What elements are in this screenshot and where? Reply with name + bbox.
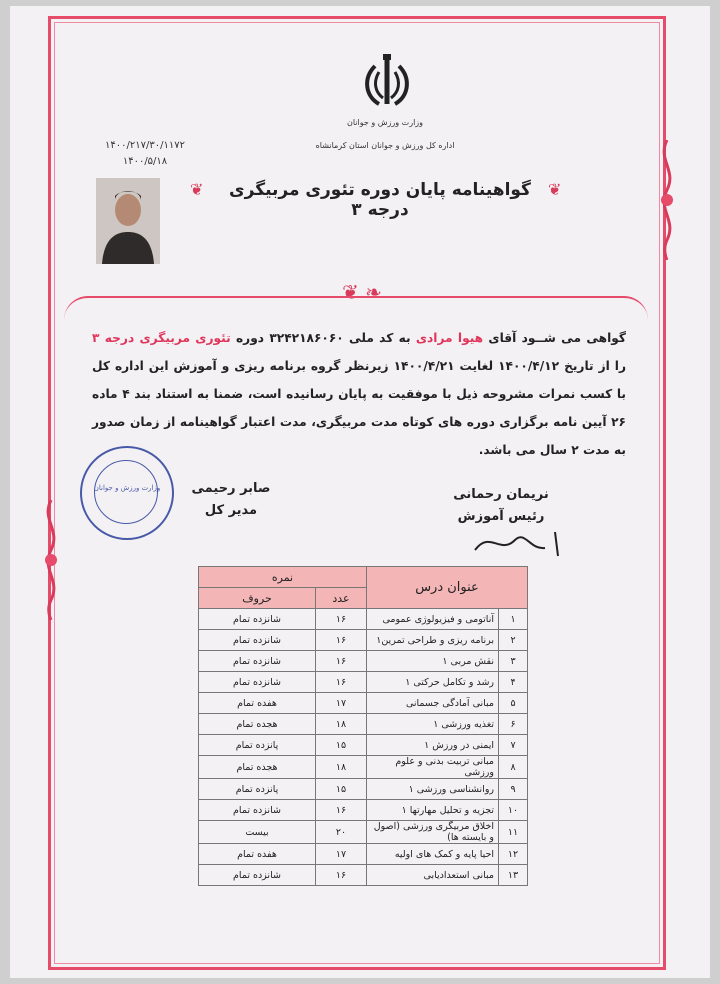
table-row bbox=[199, 672, 528, 693]
row-number: ۱۱ bbox=[499, 821, 528, 844]
score-letters-header: حروف bbox=[199, 588, 316, 609]
text-part-3: را از تاریخ ۱۴۰۰/۴/۱۲ لغایت ۱۴۰۰/۴/۲۱ زیرنظر گروه برنامه ریزی و آموزش این اداره کل با کسب نمرات مشروحه ذیل با موفقیت به پایان رسانیده است، ضمنا به استناد بند ۴ ماده ۲۶ آیین نامه برگزاری دوره های کوتاه مدت مربیگری، مدت اعتبار گواهینامه از زمان صدور به مدت ۲ سال می باشد. bbox=[92, 359, 626, 457]
certificate-title: گواهینامه پایان دوره تئوری مربیگری درجه ۳ bbox=[229, 180, 531, 220]
row-course: مبانی استعدادیابی bbox=[367, 865, 499, 886]
score-number-header: عدد bbox=[316, 588, 367, 609]
table-row bbox=[199, 756, 528, 779]
grades-table-body bbox=[199, 609, 528, 886]
row-score: ۱۶ bbox=[316, 630, 367, 651]
signature-left bbox=[176, 478, 286, 522]
row-letters: شانزده تمام bbox=[199, 865, 316, 886]
row-score: ۱۶ bbox=[316, 865, 367, 886]
row-letters: شانزده تمام bbox=[199, 630, 316, 651]
row-letters: هفده تمام bbox=[199, 844, 316, 865]
row-number: ۵ bbox=[499, 693, 528, 714]
row-score: ۱۷ bbox=[316, 844, 367, 865]
title-ornament-left: ❦ bbox=[190, 180, 204, 199]
divider-ornament: ❦ ❧ bbox=[342, 280, 382, 304]
row-score: ۱۶ bbox=[316, 800, 367, 821]
row-letters: شانزده تمام bbox=[199, 609, 316, 630]
iran-emblem-icon bbox=[357, 52, 417, 112]
grade-header: نمره bbox=[199, 567, 367, 588]
ministry-line-1: وزارت ورزش و جوانان bbox=[346, 118, 424, 127]
signer-left-title: مدیر کل bbox=[204, 503, 258, 518]
table-row bbox=[199, 609, 528, 630]
holder-photo bbox=[96, 178, 160, 264]
reference-number: ۱۴۰۰/۲۱۷/۳۰/۱۱۷۲ bbox=[105, 140, 185, 151]
row-score: ۱۶ bbox=[316, 672, 367, 693]
ministry-line-2: اداره کل ورزش و جوانان استان کرمانشاه bbox=[315, 141, 455, 150]
row-number: ۱۳ bbox=[499, 865, 528, 886]
certificate-text bbox=[92, 324, 626, 464]
row-score: ۱۶ bbox=[316, 609, 367, 630]
reference-block bbox=[80, 138, 210, 170]
row-number: ۳ bbox=[499, 651, 528, 672]
course-name: تئوری مربیگری درجه ۳ bbox=[92, 331, 231, 345]
text-part-1: گواهی می شــود آقای bbox=[483, 331, 627, 345]
text-part-2: به کد ملی ۳۲۴۲۱۸۶۰۶۰ دوره bbox=[230, 331, 416, 345]
row-letters: هفده تمام bbox=[199, 693, 316, 714]
row-number: ۶ bbox=[499, 714, 528, 735]
row-course: احیا پایه و کمک های اولیه bbox=[367, 844, 499, 865]
row-course: رشد و تکامل حرکتی ۱ bbox=[367, 672, 499, 693]
signature-scribble-right bbox=[470, 520, 580, 560]
reference-date: ۱۴۰۰/۵/۱۸ bbox=[122, 156, 168, 167]
row-score: ۱۶ bbox=[316, 651, 367, 672]
side-ornament-left bbox=[36, 500, 66, 620]
row-number: ۷ bbox=[499, 735, 528, 756]
grades-table bbox=[198, 566, 528, 886]
row-score: ۱۵ bbox=[316, 779, 367, 800]
table-row bbox=[199, 844, 528, 865]
row-letters: پانزده تمام bbox=[199, 735, 316, 756]
row-course: آناتومی و فیزیولوژی عمومی bbox=[367, 609, 499, 630]
row-course: مبانی آمادگی جسمانی bbox=[367, 693, 499, 714]
row-course: نقش مربی ۱ bbox=[367, 651, 499, 672]
table-row bbox=[199, 714, 528, 735]
row-score: ۱۵ bbox=[316, 735, 367, 756]
signer-right-name: نریمان رحمانی bbox=[453, 487, 549, 502]
row-number: ۱۰ bbox=[499, 800, 528, 821]
title-ornament-right: ❦ bbox=[548, 180, 562, 199]
row-course: برنامه ریزی و طراحی تمرین۱ bbox=[367, 630, 499, 651]
ministry-heading bbox=[300, 118, 470, 164]
table-row bbox=[199, 693, 528, 714]
row-letters: شانزده تمام bbox=[199, 800, 316, 821]
table-row bbox=[199, 800, 528, 821]
table-row bbox=[199, 735, 528, 756]
row-number: ۲ bbox=[499, 630, 528, 651]
table-row bbox=[199, 779, 528, 800]
row-course: مبانی تربیت بدنی و علوم ورزشی bbox=[367, 756, 499, 779]
signer-left-name: صابر رحیمی bbox=[191, 481, 271, 496]
side-ornament-right bbox=[652, 140, 682, 260]
row-letters: بیست bbox=[199, 821, 316, 844]
table-row bbox=[199, 651, 528, 672]
row-number: ۹ bbox=[499, 779, 528, 800]
row-score: ۱۷ bbox=[316, 693, 367, 714]
signer-right-title: رئیس آموزش bbox=[457, 509, 545, 524]
table-row bbox=[199, 821, 528, 844]
row-course: ایمنی در ورزش ۱ bbox=[367, 735, 499, 756]
row-score: ۲۰ bbox=[316, 821, 367, 844]
row-number: ۸ bbox=[499, 756, 528, 779]
table-row bbox=[199, 865, 528, 886]
official-stamp bbox=[80, 446, 174, 540]
row-course: اخلاق مربیگری ورزشی (اصول و بایسته ها) bbox=[367, 821, 499, 844]
row-letters: شانزده تمام bbox=[199, 651, 316, 672]
row-course: روانشناسی ورزشی ۱ bbox=[367, 779, 499, 800]
row-number: ۱ bbox=[499, 609, 528, 630]
row-letters: هجده تمام bbox=[199, 714, 316, 735]
row-number: ۱۲ bbox=[499, 844, 528, 865]
stamp-text: وزارت ورزش و جوانان bbox=[93, 484, 161, 492]
row-score: ۱۸ bbox=[316, 714, 367, 735]
row-letters: شانزده تمام bbox=[199, 672, 316, 693]
row-course: تغذیه ورزشی ۱ bbox=[367, 714, 499, 735]
row-letters: هجده تمام bbox=[199, 756, 316, 779]
course-title-header: عنوان درس bbox=[367, 567, 528, 609]
row-letters: پانزده تمام bbox=[199, 779, 316, 800]
row-score: ۱۸ bbox=[316, 756, 367, 779]
row-number: ۴ bbox=[499, 672, 528, 693]
table-row bbox=[199, 630, 528, 651]
row-course: تجزیه و تحلیل مهارتها ۱ bbox=[367, 800, 499, 821]
holder-name: هیوا مرادی bbox=[415, 331, 484, 345]
